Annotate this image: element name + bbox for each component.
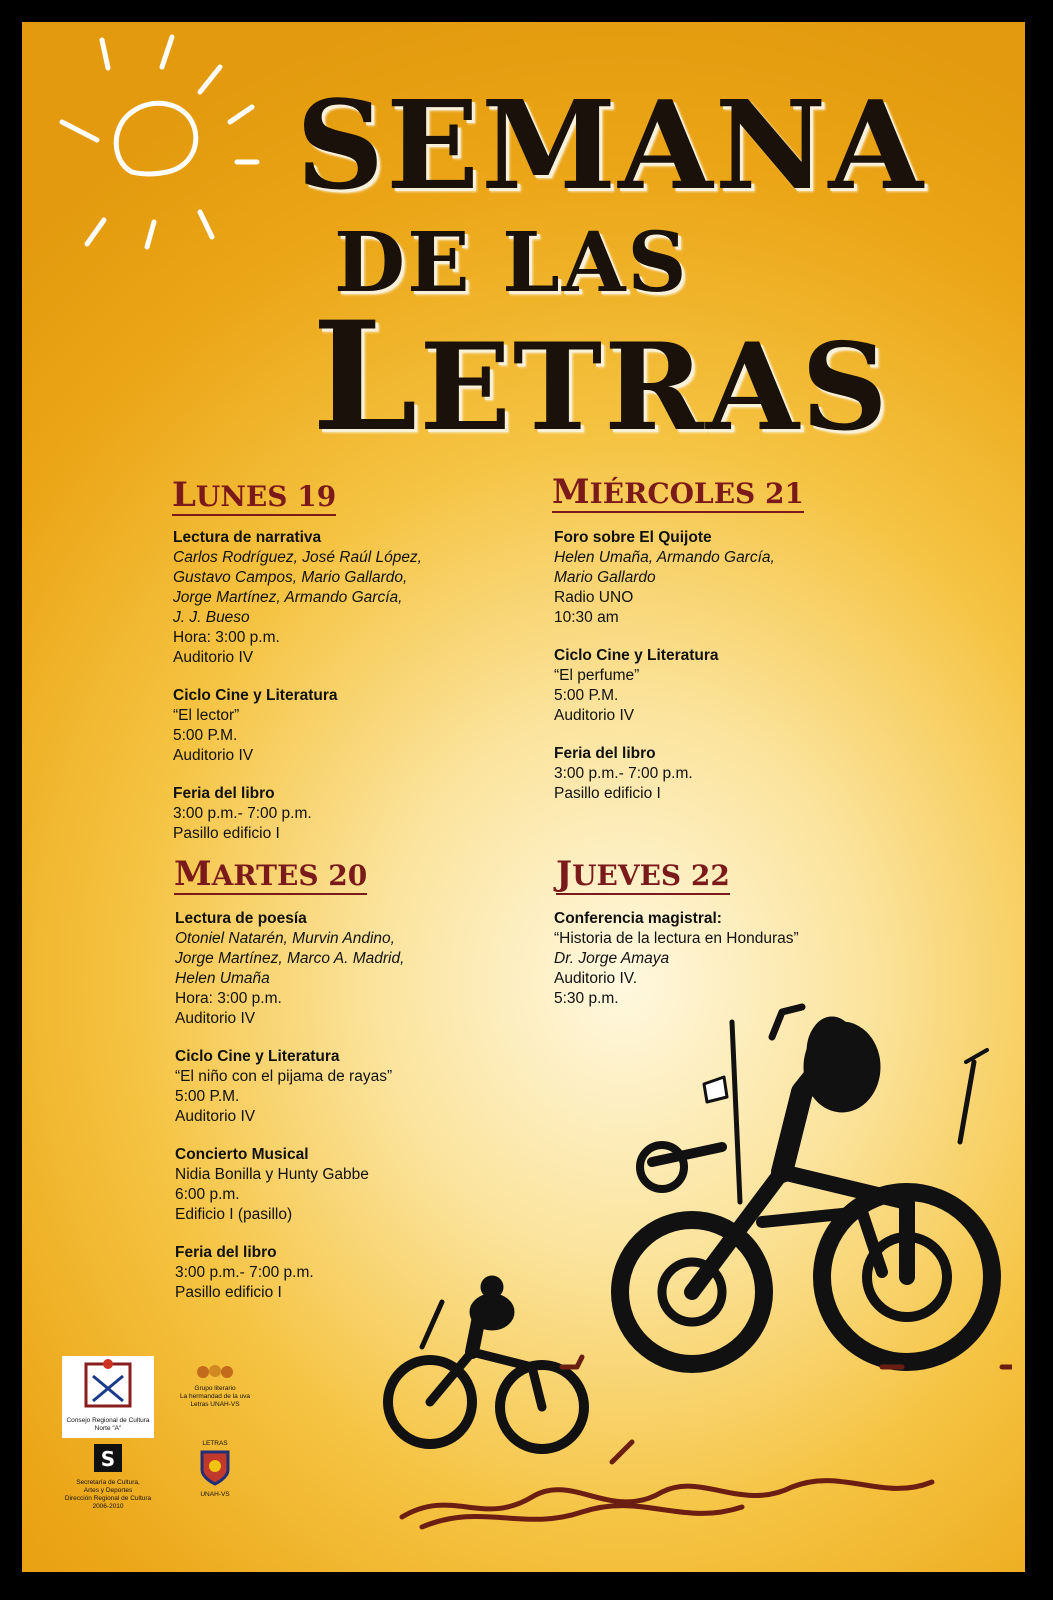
event-detail: “Historia de la lectura en Honduras” [554, 930, 799, 947]
event-detail: 5:30 p.m. [554, 990, 619, 1007]
title-rest: ETRAS [419, 317, 890, 458]
event-detail: 10:30 am [554, 609, 619, 626]
event-title: Lectura de poesía [175, 910, 307, 927]
day-initial: L [172, 475, 196, 515]
day-events-miercoles [554, 528, 884, 822]
event-participants: Jorge Martínez, Marco A. Madrid, [175, 950, 405, 967]
event-participants: J. J. Bueso [173, 609, 250, 626]
day-heading-lunes [172, 477, 336, 516]
event-detail: Hora: 3:00 p.m. [173, 629, 280, 646]
logo-caption: Letras UNAH-VS [190, 1401, 240, 1408]
event-detail: 3:00 p.m.- 7:00 p.m. [173, 805, 312, 822]
event-title: Feria del libro [175, 1244, 277, 1261]
logo-caption: 2006-2010 [92, 1503, 124, 1510]
event-title: Conferencia magistral: [554, 910, 722, 927]
day-rest: UEVES 22 [572, 859, 730, 892]
event-detail: Auditorio IV [554, 707, 635, 724]
event-title: Feria del libro [173, 785, 275, 802]
event [173, 528, 503, 668]
coat-of-arms-icon [78, 1356, 138, 1412]
event-participants: Gustavo Campos, Mario Gallardo, [173, 569, 408, 586]
logo-caption: Grupo literario [194, 1385, 236, 1392]
event-detail: Auditorio IV. [554, 970, 638, 987]
logo-caption: UNAH-VS [200, 1491, 230, 1498]
event-detail: Radio UNO [554, 589, 634, 606]
logo-letras-unah [190, 1440, 240, 1499]
title-line-1: SEMANA [296, 73, 925, 217]
event-participants: Helen Umaña, Armando García, [554, 549, 775, 566]
event-detail: Pasillo edificio I [554, 785, 661, 802]
day-rest: UNES 19 [195, 480, 337, 513]
day-heading-miercoles [552, 474, 804, 513]
day-initial: J [556, 854, 573, 894]
logo-secretaria-cultura [62, 1442, 154, 1511]
event-participants: Carlos Rodríguez, José Raúl López, [173, 549, 422, 566]
event-title: Concierto Musical [175, 1146, 309, 1163]
event [554, 528, 884, 628]
event-detail: Pasillo edificio I [173, 825, 280, 842]
event-detail: 5:00 P.M. [554, 687, 619, 704]
day-events-lunes [173, 528, 503, 862]
event-detail: “El lector” [173, 707, 240, 724]
event [554, 744, 884, 804]
event [173, 686, 503, 766]
event-detail: Pasillo edificio I [175, 1284, 282, 1301]
title-initial: L [312, 289, 420, 465]
logo-caption: Artes y Deportes [83, 1487, 133, 1494]
event-detail: Auditorio IV [175, 1010, 256, 1027]
quijote-motorcycle-illustration [362, 972, 1012, 1532]
logo-caption: Consejo Regional de Cultura Norte "A" [66, 1417, 150, 1432]
poster [22, 22, 1025, 1572]
event-detail: Auditorio IV [175, 1108, 256, 1125]
day-heading-martes [174, 856, 367, 895]
event-detail: Auditorio IV [173, 649, 254, 666]
event-detail: 5:00 P.M. [175, 1088, 240, 1105]
logo-caption: La hermandad de la uva [179, 1393, 251, 1400]
logo-caption: LETRAS [202, 1440, 228, 1447]
event-detail: “El perfume” [554, 667, 640, 684]
event-detail: Edificio I (pasillo) [175, 1206, 293, 1223]
event-title: Foro sobre El Quijote [554, 529, 712, 546]
day-heading-jueves [556, 856, 730, 895]
shield-emblem-icon [198, 1448, 232, 1486]
event-title: Ciclo Cine y Literatura [173, 687, 338, 704]
title-line-2: DE LAS [334, 215, 689, 311]
logo-grupo-literario [170, 1362, 260, 1409]
event-detail: Hora: 3:00 p.m. [175, 990, 282, 1007]
event [173, 784, 503, 844]
event-participants: Helen Umaña [175, 970, 270, 987]
event-participants: Otoniel Natarén, Murvin Andino, [175, 930, 395, 947]
logo-caption: Dirección Regional de Cultura [64, 1495, 152, 1502]
svg-text:S: S [100, 1447, 116, 1471]
event-detail: 3:00 p.m.- 7:00 p.m. [554, 765, 693, 782]
event-participants: Dr. Jorge Amaya [554, 950, 670, 967]
logo-caption: Secretaría de Cultura, [76, 1479, 140, 1486]
event-detail: Auditorio IV [173, 747, 254, 764]
event-title: Ciclo Cine y Literatura [554, 647, 719, 664]
day-rest: ARTES 20 [211, 859, 368, 892]
event-detail: 3:00 p.m.- 7:00 p.m. [175, 1264, 314, 1281]
event-title: Ciclo Cine y Literatura [175, 1048, 340, 1065]
event-title: Feria del libro [554, 745, 656, 762]
event-participants: Mario Gallardo [554, 569, 656, 586]
secretaria-emblem-icon [92, 1442, 124, 1474]
grapes-icon [195, 1362, 235, 1380]
event [554, 646, 884, 726]
sun-icon [42, 22, 282, 282]
logo-consejo-regional [62, 1356, 154, 1438]
event-detail: 5:00 P.M. [173, 727, 238, 744]
event-detail: “El niño con el pijama de rayas” [175, 1068, 393, 1085]
day-rest: IÉRCOLES 21 [589, 477, 804, 510]
event-title: Lectura de narrativa [173, 529, 322, 546]
event-detail: 6:00 p.m. [175, 1186, 240, 1203]
event-participants: Jorge Martínez, Armando García, [173, 589, 403, 606]
day-initial: M [552, 472, 590, 512]
day-initial: M [174, 854, 212, 894]
event-detail: Nidia Bonilla y Hunty Gabbe [175, 1166, 369, 1183]
title-line-3 [312, 289, 890, 465]
